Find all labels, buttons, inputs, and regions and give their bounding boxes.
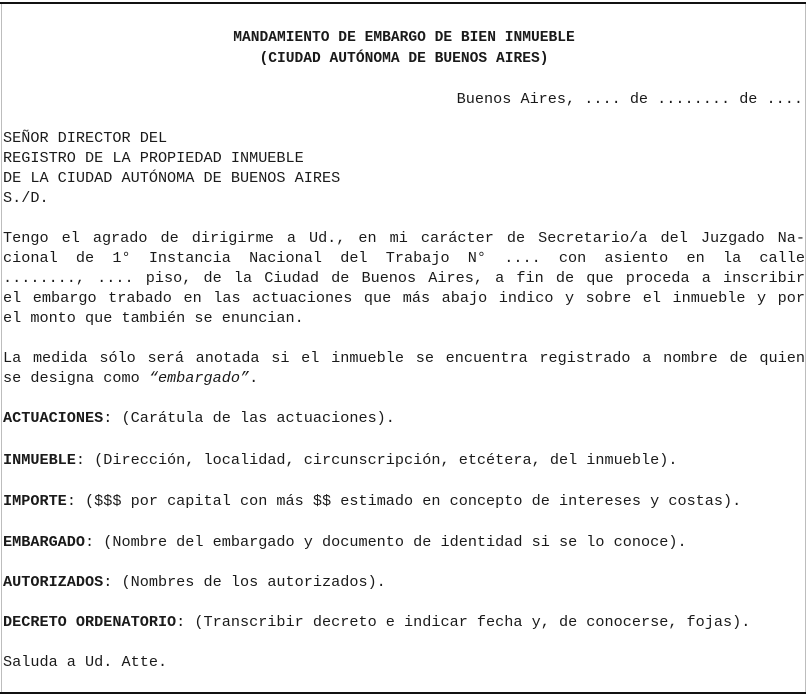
addressee-line: SEÑOR DIRECTOR DEL [3,129,168,147]
body-paragraph-line: el monto que también se enuncian. [3,309,304,327]
field-importe [3,491,741,511]
field-label: AUTORIZADOS [3,573,104,591]
bottom-border [0,692,806,694]
body-paragraph-line: cional de 1° Instancia Nacional del Trabajo N° .... con asiento en la calle [3,249,805,267]
document-title: MANDAMIENTO DE EMBARGO DE BIEN INMUEBLE [233,30,575,46]
field-value: : (Transcribir decreto e indicar fecha y, de conocerse, fojas). [176,613,751,631]
right-border [805,4,806,692]
body-paragraph-line: ........, .... piso, de la Ciudad de Buenos Aires, a fin de que proceda a inscribir [3,269,805,287]
field-value: : (Dirección, localidad, circunscripción, etcétera, del inmueble). [75,451,678,469]
field-embargado [3,532,687,552]
field-label: ACTUACIONES [3,409,104,427]
document-subtitle: (CIUDAD AUTÓNOMA DE BUENOS AIRES) [259,51,549,67]
field-value: : (Nombres de los autorizados). [103,573,386,591]
top-border [0,2,806,4]
field-label: INMUEBLE [3,451,76,469]
addressee-line: S./D. [3,189,49,207]
left-border [1,4,2,692]
body-paragraph-line: el embargo trabado en las actuaciones que más abajo indico y sobre el inmueble y por [3,289,805,307]
notice-suffix: . [249,369,259,387]
field-value: : ($$$ por capital con más $$ estimado en concepto de intereses y costas). [66,492,742,510]
addressee-line: REGISTRO DE LA PROPIEDAD INMUEBLE [3,149,304,167]
field-decreto-ordenatorio [3,612,750,632]
date-line: Buenos Aires, .... de ........ de .... [456,90,803,108]
field-label: IMPORTE [3,492,67,510]
notice-paragraph-line: La medida sólo será anotada si el inmueble se encuentra registrado a nombre de quien [3,349,805,367]
field-value: : (Nombre del embargado y documento de identidad si se lo conoce). [85,533,687,551]
notice-paragraph-line [3,368,258,388]
body-paragraph-line: Tengo el agrado de dirigirme a Ud., en mi carácter de Secretario/a del Juzgado Na- [3,229,805,247]
field-label: DECRETO ORDENATORIO [3,613,177,631]
embargado-term: “embargado” [148,369,250,387]
notice-prefix: se designa como [3,369,149,387]
field-autorizados [3,572,386,592]
field-actuaciones [3,408,395,428]
closing-line: Saluda a Ud. Atte. [3,653,168,671]
field-value: : (Carátula de las actuaciones). [103,409,395,427]
field-inmueble [3,450,677,470]
field-label: EMBARGADO [3,533,86,551]
addressee-line: DE LA CIUDAD AUTÓNOMA DE BUENOS AIRES [3,169,341,187]
